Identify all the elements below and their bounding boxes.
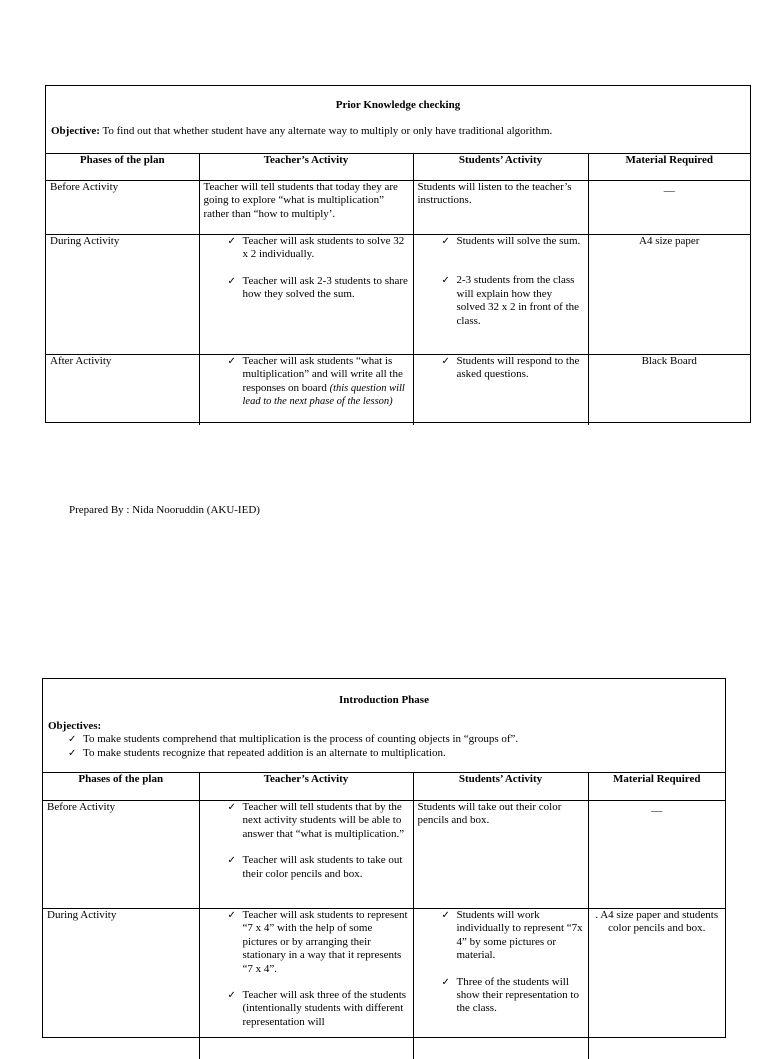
objective-text: To find out that whether student have any alternate way to multiply or only have traditional algorithm. <box>102 125 553 137</box>
checkmark-icon: ✓ <box>441 910 450 921</box>
checkmark-icon: ✓ <box>68 734 77 746</box>
checkmark-icon: ✓ <box>441 275 450 287</box>
checkmark-icon: ✓ <box>227 356 236 367</box>
checkmark-icon: ✓ <box>227 990 236 1002</box>
teacher-cell <box>199 235 413 355</box>
students-cell: Students will listen to the teacher’s instructions. <box>413 181 588 235</box>
objective <box>51 125 745 138</box>
list-item: ✓ Teacher will tell students that by the next activity students will be able to answer that “what is multiplication.” <box>227 801 405 840</box>
header-phases: Phases of the plan <box>46 154 199 181</box>
material-cell: . A4 size paper and students color pencils and box. <box>588 909 725 1059</box>
students-cell: Students will take out their color pencils and box. <box>413 801 588 909</box>
students-cell <box>413 355 588 425</box>
table-row <box>43 909 725 1059</box>
table-row <box>46 181 750 235</box>
prior-knowledge-block <box>45 85 751 423</box>
list-item: ✓ Students will solve the sum. <box>441 235 581 247</box>
phase-cell: During Activity <box>43 909 199 1059</box>
material-cell: __ <box>588 801 725 909</box>
list-item: ✓ 2-3 students from the class will explain how they solved 32 x 2 in front of the class. <box>441 274 580 327</box>
list-item: ✓ Teacher will ask students to solve 32 x 2 individually. <box>227 235 405 261</box>
checkmark-icon: ✓ <box>227 910 236 921</box>
checkmark-icon: ✓ <box>441 976 450 988</box>
checkmark-icon: ✓ <box>227 236 236 247</box>
teacher-cell: Teacher will tell students that today they are going to explore “what is multiplication” rather than “how to multiply’. <box>199 181 413 235</box>
section-title: Prior Knowledge checking <box>335 99 461 111</box>
material-cell: __ <box>588 181 750 235</box>
phase-cell: Before Activity <box>43 801 199 909</box>
header-students: Students’ Activity <box>413 154 588 181</box>
header-material: Material Required <box>588 773 725 801</box>
checkmark-icon: ✓ <box>227 802 236 813</box>
list-item: ✓ Teacher will ask three of the students (intentionally students with different representation will <box>227 989 407 1028</box>
material-cell: Black Board <box>588 355 750 425</box>
teacher-note: (this question will lead to the next phase of the lesson) <box>242 382 405 408</box>
header-material: Material Required <box>588 154 750 181</box>
teacher-cell <box>199 355 413 425</box>
header-teacher: Teacher’s Activity <box>199 773 413 801</box>
list-item: ✓ Teacher will ask students to take out their color pencils and box. <box>227 854 403 880</box>
list-item: ✓ Teacher will ask 2-3 students to share how they solved the sum. <box>227 274 408 301</box>
checkmark-icon: ✓ <box>68 747 77 759</box>
objective-label: Objective: <box>51 125 100 137</box>
students-cell <box>413 909 588 1059</box>
phase-cell: After Activity <box>46 355 199 425</box>
objective-item: ✓ To make students comprehend that multiplication is the process of counting objects in “groups of”. <box>68 733 519 746</box>
objectives-label: Objectives: <box>48 720 102 732</box>
table-row <box>46 355 750 425</box>
material-cell: A4 size paper <box>588 235 750 355</box>
phase-cell: During Activity <box>46 235 199 355</box>
header-students: Students’ Activity <box>413 773 588 801</box>
table-row <box>46 235 750 355</box>
phase-cell: Before Activity <box>46 181 199 235</box>
plan-table <box>43 772 725 1059</box>
plan-table <box>46 153 750 425</box>
checkmark-icon: ✓ <box>227 275 236 287</box>
list-item: ✓ Three of the students will show their representation to the class. <box>441 975 579 1015</box>
header-teacher: Teacher’s Activity <box>199 154 413 181</box>
checkmark-icon: ✓ <box>441 356 450 367</box>
section-title: Introduction Phase <box>339 694 429 706</box>
header-phases: Phases of the plan <box>43 773 199 801</box>
teacher-cell <box>199 909 413 1059</box>
objective-item: ✓ To make students recognize that repeated addition is an alternate to multiplication. <box>68 746 446 759</box>
checkmark-icon: ✓ <box>227 855 236 867</box>
list-item: ✓ Students will respond to the asked questions. <box>441 355 580 381</box>
objectives <box>48 720 720 760</box>
teacher-cell <box>199 801 413 909</box>
table-row <box>43 801 725 909</box>
list-item: ✓ Students will work individually to represent “7x 4” by some pictures or material. <box>441 909 583 962</box>
students-cell <box>413 235 588 355</box>
checkmark-icon: ✓ <box>441 236 450 247</box>
list-item: ✓ Teacher will ask students to represent “7 x 4” with the help of some pictures or by arranging their stationary in a way that it represents “7 x 4”. <box>227 909 408 975</box>
list-item: ✓ Teacher will ask students “what is multiplication” and will write all the responses on board (this question will lead to the next phase of the lesson) <box>227 355 405 408</box>
introduction-phase-block <box>42 678 726 1038</box>
prepared-by: Prepared By : Nida Nooruddin (AKU-IED) <box>69 504 260 516</box>
